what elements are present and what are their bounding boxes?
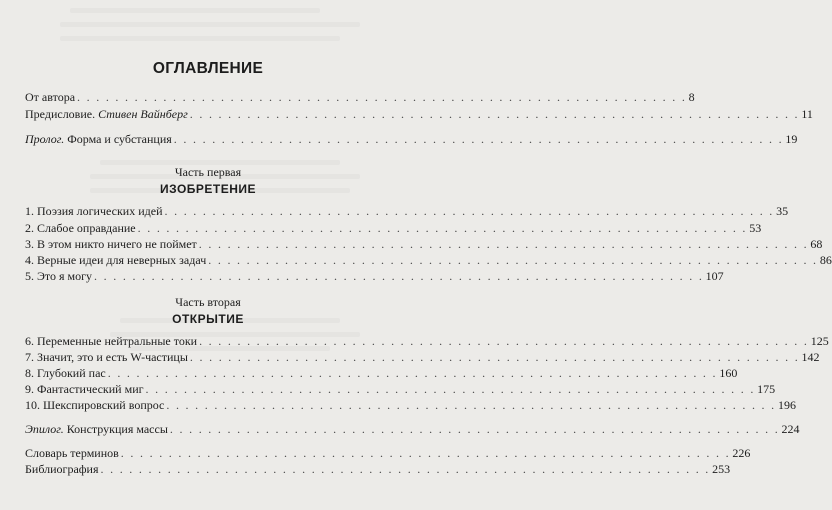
leader-dots: . . . . . . . . . . . . . . . . . . . . . . . . . . . . . . . . . . . . . . . . . . . . . . . . . . . . . . . . . . . . . . . . bbox=[198, 237, 809, 251]
entry-title: Библиография bbox=[25, 462, 99, 476]
entry-title: 7. Значит, это и есть W-частицы bbox=[25, 350, 188, 364]
toc-entry-author-note bbox=[25, 89, 695, 105]
entry-page: 19 bbox=[785, 132, 798, 146]
entry-title: 1. Поэзия логических идей bbox=[25, 204, 163, 218]
part-one-title: ИЗОБРЕТЕНИЕ bbox=[159, 182, 257, 196]
entry-page: 224 bbox=[781, 422, 800, 436]
part-two-label: Часть вторая bbox=[175, 295, 241, 309]
entry-title: 4. Верные идеи для неверных задач bbox=[25, 253, 207, 267]
toc-title: ОГЛАВЛЕНИЕ bbox=[152, 60, 264, 77]
entry-page: 253 bbox=[712, 462, 731, 476]
entry-title: 3. В этом никто ничего не поймет bbox=[25, 237, 197, 251]
leader-dots: . . . . . . . . . . . . . . . . . . . . . . . . . . . . . . . . . . . . . . . . . . . . . . . . . . . . . . . . . . . . . . . . bbox=[77, 90, 687, 104]
toc-entry-chapter bbox=[25, 268, 724, 284]
entry-page: 226 bbox=[732, 446, 751, 460]
entry-page: 86 bbox=[819, 253, 832, 267]
entry-title: От автора bbox=[25, 90, 76, 104]
toc-entry-chapter bbox=[25, 333, 829, 349]
leader-dots: . . . . . . . . . . . . . . . . . . . . . . . . . . . . . . . . . . . . . . . . . . . . . . . . . . . . . . . . . . . . . . . . bbox=[94, 269, 704, 283]
entry-title: 9. Фантастический миг bbox=[25, 382, 144, 396]
toc-entry-chapter bbox=[25, 365, 738, 381]
leader-dots: . . . . . . . . . . . . . . . . . . . . . . . . . . . . . . . . . . . . . . . . . . . . . . . . . . . . . . . . . . . . . . . . bbox=[199, 334, 809, 348]
entry-title: 6. Переменные нейтральные токи bbox=[25, 334, 198, 348]
leader-dots: . . . . . . . . . . . . . . . . . . . . . . . . . . . . . . . . . . . . . . . . . . . . . . . . . . . . . . . . . . . . . . . . bbox=[189, 350, 800, 364]
entry-title: 5. Это я могу bbox=[25, 269, 93, 283]
entry-title: Словарь терминов bbox=[25, 446, 119, 460]
epilogue-prefix: Эпилог. bbox=[25, 422, 64, 436]
leader-dots: . . . . . . . . . . . . . . . . . . . . . . . . . . . . . . . . . . . . . . . . . . . . . . . . . . . . . . . . . . . . . . . . bbox=[145, 382, 756, 396]
toc-entry-glossary bbox=[25, 445, 751, 461]
entry-title: 8. Глубокий пас bbox=[25, 366, 106, 380]
toc-entry-prologue bbox=[25, 131, 798, 147]
entry-page: 160 bbox=[719, 366, 738, 380]
leader-dots: . . . . . . . . . . . . . . . . . . . . . . . . . . . . . . . . . . . . . . . . . . . . . . . . . . . . . . . . . . . . . . . . bbox=[164, 204, 775, 218]
entry-page: 68 bbox=[810, 237, 823, 251]
leader-dots: . . . . . . . . . . . . . . . . . . . . . . . . . . . . . . . . . . . . . . . . . . . . . . . . . . . . . . . . . . . . . . . . bbox=[208, 253, 818, 267]
toc-entry-chapter bbox=[25, 220, 762, 236]
entry-page: 53 bbox=[749, 221, 762, 235]
leader-dots: . . . . . . . . . . . . . . . . . . . . . . . . . . . . . . . . . . . . . . . . . . . . . . . . . . . . . . . . . . . . . . . . bbox=[100, 462, 711, 476]
entry-title: Эпилог. Конструкция массы bbox=[25, 422, 168, 436]
leader-dots: . . . . . . . . . . . . . . . . . . . . . . . . . . . . . . . . . . . . . . . . . . . . . . . . . . . . . . . . . . . . . . . . bbox=[107, 366, 718, 380]
entry-title: 2. Слабое оправдание bbox=[25, 221, 136, 235]
leader-dots: . . . . . . . . . . . . . . . . . . . . . . . . . . . . . . . . . . . . . . . . . . . . . . . . . . . . . . . . . . . . . . . . bbox=[137, 221, 748, 235]
foreword-author: Стивен Вайнберг bbox=[98, 107, 188, 121]
toc-entry-chapter bbox=[25, 381, 776, 397]
toc-entry-epilogue bbox=[25, 421, 800, 437]
entry-title: Пролог. Форма и субстанция bbox=[25, 132, 172, 146]
part-one-label: Часть первая bbox=[174, 165, 242, 179]
toc-entry-chapter bbox=[25, 252, 832, 268]
entry-title: Предисловие. Стивен Вайнберг bbox=[25, 107, 188, 121]
toc-entry-chapter bbox=[25, 236, 823, 252]
prologue-prefix: Пролог. bbox=[25, 132, 65, 146]
toc-entry-chapter bbox=[25, 397, 796, 413]
entry-page: 35 bbox=[776, 204, 789, 218]
entry-page: 125 bbox=[810, 334, 829, 348]
toc-entry-chapter bbox=[25, 349, 820, 365]
leader-dots: . . . . . . . . . . . . . . . . . . . . . . . . . . . . . . . . . . . . . . . . . . . . . . . . . . . . . . . . . . . . . . . . bbox=[166, 398, 776, 412]
entry-title: 10. Шекспировский вопрос bbox=[25, 398, 165, 412]
leader-dots: . . . . . . . . . . . . . . . . . . . . . . . . . . . . . . . . . . . . . . . . . . . . . . . . . . . . . . . . . . . . . . . . bbox=[169, 422, 780, 436]
part-two-title: ОТКРЫТИЕ bbox=[172, 312, 244, 326]
toc-entry-bibliography bbox=[25, 461, 731, 477]
entry-page: 8 bbox=[688, 90, 695, 104]
entry-page: 196 bbox=[777, 398, 796, 412]
entry-page: 175 bbox=[757, 382, 776, 396]
leader-dots: . . . . . . . . . . . . . . . . . . . . . . . . . . . . . . . . . . . . . . . . . . . . . . . . . . . . . . . . . . . . . . . . bbox=[173, 132, 784, 146]
toc-entry-foreword bbox=[25, 106, 813, 122]
leader-dots: . . . . . . . . . . . . . . . . . . . . . . . . . . . . . . . . . . . . . . . . . . . . . . . . . . . . . . . . . . . . . . . . bbox=[189, 107, 800, 121]
entry-page: 142 bbox=[801, 350, 820, 364]
toc-entry-chapter bbox=[25, 203, 789, 219]
leader-dots: . . . . . . . . . . . . . . . . . . . . . . . . . . . . . . . . . . . . . . . . . . . . . . . . . . . . . . . . . . . . . . . . bbox=[120, 446, 731, 460]
entry-page: 107 bbox=[705, 269, 724, 283]
entry-page: 11 bbox=[801, 107, 813, 121]
